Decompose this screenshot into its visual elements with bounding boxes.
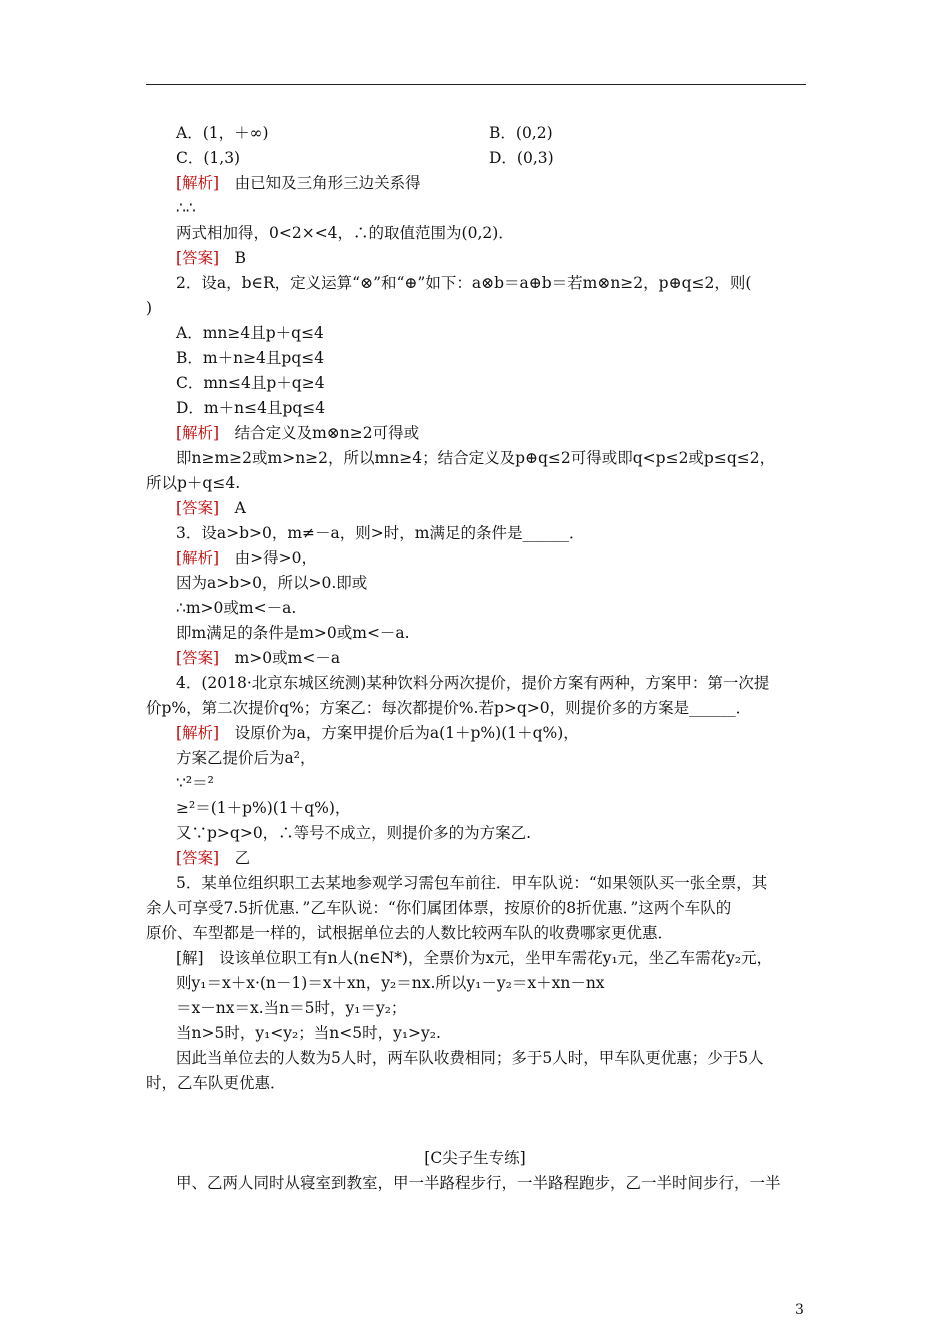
text-line: 甲、乙两人同时从寝室到教室，甲一半路程步行，一半路程跑步，乙一半时间步行，一半	[176, 1174, 781, 1192]
text-line: 余人可享受7.5折优惠．”乙车队说：“你们属团体票，按原价的8折优惠．”这两个车队的	[146, 899, 732, 917]
text-line: 所以p＋q≤4.	[146, 474, 241, 492]
question-4: 4．(2018·北京东城区统测)某种饮料分两次提价，提价方案有两种，方案甲：第一次提	[176, 674, 770, 692]
analysis-tag: [解析]	[176, 424, 220, 442]
analysis-text: 设原价为a，方案甲提价后为a(1＋p%)(1＋q%)，	[219, 724, 579, 742]
answer-text: m>0或m<－a	[219, 649, 341, 667]
question-5: 5．某单位组织职工去某地参观学习需包车前往．甲车队说：“如果领队买一张全票，其	[176, 874, 768, 892]
text-line: 方案乙提价后为a²，	[176, 749, 316, 767]
text-line: 因此当单位去的人数为5人时，两车队收费相同；多于5人时，甲车队更优惠；少于5人	[176, 1049, 764, 1067]
text-line: 时，乙车队更优惠．	[146, 1074, 286, 1092]
option-a: A．(1，＋∞)	[176, 124, 269, 142]
page-number: 3	[795, 1302, 804, 1318]
answer-line	[176, 248, 246, 268]
analysis-tag: [解析]	[176, 549, 220, 567]
analysis-line	[176, 173, 421, 193]
option-b: B．(0,2)	[489, 124, 553, 142]
answer-text: B	[219, 249, 246, 267]
section-heading: [C尖子生专练]	[424, 1149, 526, 1167]
option-d: D．m＋n≤4且pq≤4	[176, 399, 326, 417]
text-line: ∴m>0或m<－a.	[176, 599, 297, 617]
answer-text: 乙	[219, 849, 251, 867]
question-2: 2．设a，b∈R，定义运算“⊗”和“⊕”如下：a⊗b＝a⊕b＝若m⊗n≥2，p⊕q≤2，则(	[176, 274, 752, 292]
analysis-text: 由>得>0，	[219, 549, 317, 567]
solution-line: [解] 设该单位职工有n人(n∈N*)，全票价为x元，坐甲车需花y₁元，坐乙车需花y₂元，	[176, 949, 773, 967]
text-line: 又∵p>q>0，∴等号不成立，则提价多的为方案乙.	[176, 824, 532, 842]
text-line: 则y₁＝x＋x·(n－1)＝x＋xn，y₂＝nx.所以y₁－y₂＝x＋xn－nx	[176, 974, 605, 992]
text-line: 即m满足的条件是m>0或m<－a.	[176, 624, 410, 642]
text-line: ≥²＝(1＋p%)(1＋q%)，	[176, 799, 351, 817]
header-rule	[146, 84, 806, 85]
text-line: )	[146, 299, 153, 317]
analysis-text: 结合定义及m⊗n≥2可得或	[219, 424, 420, 442]
text-line: ＝x－nx＝x.当n＝5时，y₁＝y₂；	[176, 999, 407, 1017]
analysis-line	[176, 548, 317, 568]
option-c: C．mn≤4且p＋q≥4	[176, 374, 325, 392]
option-d: D．(0,3)	[489, 149, 554, 167]
text-line: ∴∴	[176, 199, 196, 217]
answer-tag: [答案]	[176, 249, 220, 267]
answer-line	[176, 498, 246, 518]
answer-line	[176, 648, 340, 668]
analysis-text: 由已知及三角形三边关系得	[219, 174, 421, 192]
text-line: 两式相加得，0<2×<4，∴的取值范围为(0,2)．	[176, 224, 514, 242]
answer-tag: [答案]	[176, 849, 220, 867]
text-line: ∵²＝²	[176, 774, 214, 792]
answer-tag: [答案]	[176, 499, 220, 517]
text-line: 价p%，第二次提价q%；方案乙：每次都提价%.若p>q>0，则提价多的方案是______．	[146, 699, 752, 717]
analysis-line	[176, 723, 579, 743]
text-line: 原价、车型都是一样的，试根据单位去的人数比较两车队的收费哪家更优惠．	[146, 924, 674, 942]
answer-line	[176, 848, 250, 868]
option-b: B．m＋n≥4且pq≤4	[176, 349, 325, 367]
question-3: 3．设a>b>0，m≠－a，则>时，m满足的条件是______．	[176, 524, 585, 542]
option-a: A．mn≥4且p＋q≤4	[176, 324, 324, 342]
answer-tag: [答案]	[176, 649, 220, 667]
analysis-tag: [解析]	[176, 174, 220, 192]
option-c: C．(1,3)	[176, 149, 241, 167]
analysis-tag: [解析]	[176, 724, 220, 742]
text-line: 因为a>b>0，所以>0.即或	[176, 574, 368, 592]
analysis-line	[176, 423, 419, 443]
answer-text: A	[219, 499, 246, 517]
text-line: 即n≥m≥2或m>n≥2，所以mn≥4；结合定义及p⊕q≤2可得或即q<p≤2或p≤q≤2，	[176, 449, 776, 467]
text-line: 当n>5时，y₁<y₂；当n<5时，y₁>y₂.	[176, 1024, 441, 1042]
